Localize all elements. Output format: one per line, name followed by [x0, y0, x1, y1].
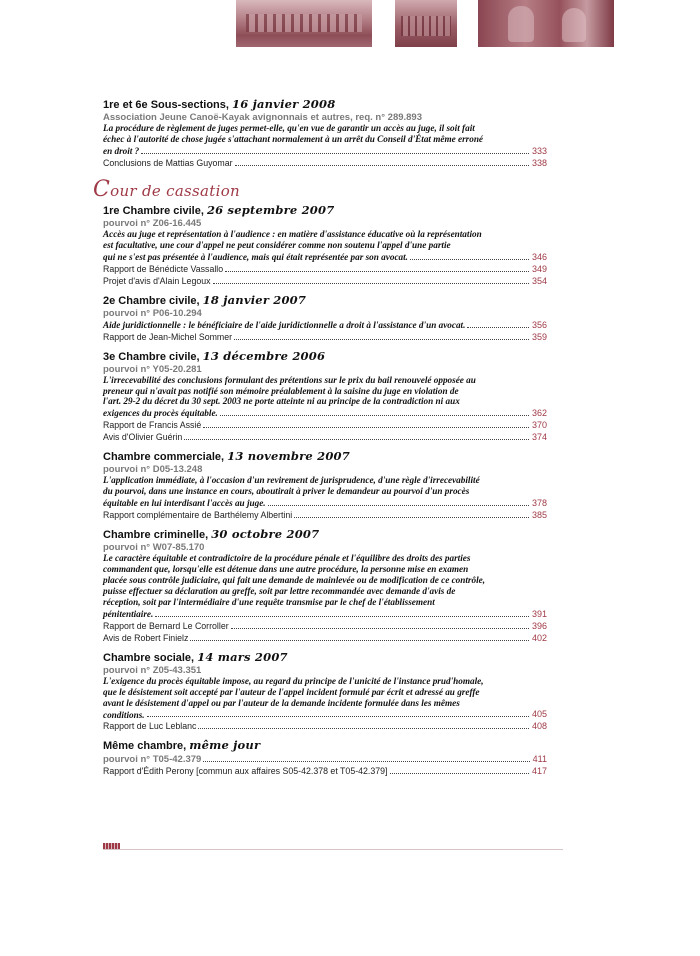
- footer-divider: [103, 849, 563, 850]
- chamber-name: Même chambre,: [103, 740, 190, 753]
- entry-label: Rapport de Francis Assié: [103, 420, 202, 431]
- toc-entry[interactable]: [103, 331, 547, 343]
- toc-entry[interactable]: [103, 632, 547, 644]
- decision-date: 13 novembre 2007: [227, 449, 350, 464]
- header-images: [236, 0, 616, 47]
- summary-line: du pourvoi, dans une instance en cours, aboutirait à priver le demandeur au pourvoi d'un procès: [103, 486, 470, 497]
- page-number: 346: [531, 251, 547, 262]
- summary-line: réception, soit par l'intermédiaire d'une requête transmise par le chef de l'établissement: [103, 596, 435, 607]
- summary-line: que le désistement soit accepté par l'auteur de l'appel incident formulé par écrit et adressé au greffe: [103, 686, 480, 697]
- dot-leader: [190, 640, 529, 641]
- toc-entry[interactable]: [103, 753, 547, 765]
- chamber-heading: [103, 739, 547, 753]
- decision-date: 16 janvier 2008: [232, 97, 336, 111]
- chamber-name: Chambre sociale,: [103, 651, 198, 664]
- case-reference: pourvoi n° Z05-43.351: [103, 664, 202, 676]
- dot-leader: [390, 773, 529, 774]
- decision-date: 14 mars 2007: [197, 649, 288, 664]
- summary-line: équitable en lui interdisant l'accès au juge.: [103, 498, 266, 509]
- dot-leader: [198, 728, 529, 729]
- page-number: 411: [532, 754, 547, 765]
- case-reference: pourvoi n° D05-13.248: [103, 464, 203, 476]
- chamber-heading: [103, 528, 547, 542]
- entry-label: Rapport d'Édith Perony [commun aux affaires S05-42.378 et T05-42.379]: [103, 766, 388, 777]
- dot-leader: [294, 517, 529, 518]
- toc-entry[interactable]: [103, 157, 547, 169]
- toc-entry[interactable]: [103, 263, 547, 275]
- dot-leader: [234, 339, 529, 340]
- case-reference: pourvoi n° W07-85.170: [103, 542, 205, 554]
- summary-line: qui ne s'est pas présentée à l'audience, mais qui était représentée par son avocat.: [103, 251, 408, 262]
- dot-leader: [231, 628, 529, 629]
- court-title-initial: C: [93, 176, 111, 202]
- toc-entry[interactable]: [103, 720, 547, 732]
- page-number: 402: [531, 632, 547, 643]
- dot-leader: [213, 283, 529, 284]
- entry-label: Rapport de Bernard Le Corroller: [103, 620, 229, 631]
- dot-leader: [184, 439, 529, 440]
- busts-image: [478, 0, 614, 47]
- decision-date: 13 décembre 2006: [202, 348, 326, 363]
- toc-section: [103, 528, 547, 644]
- toc-section: [103, 204, 547, 287]
- chamber-heading: [103, 294, 547, 308]
- summary-line: exigences du procès équitable.: [103, 408, 218, 419]
- page-number: 356: [531, 319, 547, 330]
- toc-entry[interactable]: [103, 431, 547, 443]
- page-number: 408: [531, 721, 547, 732]
- page-number: 385: [531, 510, 547, 521]
- case-reference: pourvoi n° P06-10.294: [103, 307, 202, 319]
- summary-line: avant le désistement d'appel ou par l'auteur de la demande incidente formulée dans les mêmes: [103, 697, 460, 708]
- summary-line: commandent que, lorsqu'elle est détenue dans une autre procédure, la personne mise en examen: [103, 564, 469, 575]
- page-number: 417: [531, 766, 547, 777]
- entry-label: Rapport complémentaire de Barthélemy Albertini: [103, 510, 293, 521]
- dot-leader: [410, 259, 529, 260]
- summary-line: puisse effectuer sa déclaration au greffe, soit par lettre recommandée avec demande d'avis de: [103, 585, 456, 596]
- toc-section: [103, 98, 547, 169]
- page-number: 374: [531, 432, 547, 443]
- entry-label: Projet d'avis d'Alain Legoux: [103, 275, 211, 286]
- page-number: 405: [531, 709, 547, 720]
- dot-leader: [203, 761, 529, 762]
- summary-line: est facultative, une cour d'appel ne peut considérer comme non soutenu l'appel d'une partie: [103, 239, 451, 250]
- chamber-name: 3e Chambre civile,: [103, 350, 203, 363]
- summary-line: échec à l'autorité de chose jugée s'attachant normalement à un arrêt du Conseil d'État même erroné: [103, 133, 484, 144]
- chamber-heading: [103, 450, 547, 464]
- summary-line: Accès au juge et représentation à l'audience : en matière d'assistance éducative où la représentation: [103, 228, 482, 239]
- entry-label: Rapport de Jean-Michel Sommer: [103, 331, 233, 342]
- toc-entry[interactable]: [103, 765, 547, 777]
- dot-leader: [203, 427, 529, 428]
- page-number: 354: [531, 275, 547, 286]
- dot-leader: [268, 505, 529, 506]
- dot-leader: [467, 327, 529, 328]
- page-number: 370: [531, 420, 547, 431]
- decision-date: 26 septembre 2007: [206, 202, 335, 217]
- toc-entry[interactable]: [103, 275, 547, 287]
- toc-entry[interactable]: [103, 419, 547, 431]
- chamber-name: Chambre criminelle,: [103, 529, 212, 542]
- summary-line: pénitentiaire.: [103, 608, 154, 619]
- dot-leader: [141, 153, 529, 154]
- court-title-rest: our de cassation: [110, 181, 241, 200]
- court-title: [93, 177, 547, 202]
- page-number: 362: [531, 408, 547, 419]
- case-reference: pourvoi n° Z06-16.445: [103, 217, 202, 229]
- toc-entry[interactable]: [103, 145, 547, 157]
- case-reference: pourvoi n° Y05-20.281: [103, 363, 202, 375]
- toc-entry[interactable]: [103, 708, 547, 720]
- chamber-heading: [103, 350, 547, 364]
- summary-line: preneur qui n'avait pas notifié son mémoire préalablement à la saisine du juge en violation de: [103, 385, 459, 396]
- entry-label: Avis d'Olivier Guérin: [103, 432, 183, 443]
- toc-entry[interactable]: [103, 509, 547, 521]
- summary-line: l'art. 29-2 du décret du 30 sept. 2003 ne porte atteinte ni au principe de la contradiction ni aux: [103, 396, 460, 407]
- page-number: 396: [531, 620, 547, 631]
- entry-label: Rapport de Bénédicte Vassallo: [103, 263, 224, 274]
- chamber-name: 2e Chambre civile,: [103, 294, 203, 307]
- case-reference: pourvoi n° T05-42.379: [103, 754, 202, 766]
- decision-date: 18 janvier 2007: [202, 292, 307, 307]
- toc-section: [103, 651, 547, 733]
- entry-label: Avis de Robert Finielz: [103, 632, 189, 643]
- chamber-name: 1re Chambre civile,: [103, 204, 207, 217]
- entry-label: Rapport de Luc Leblanc: [103, 721, 197, 732]
- page-number: 349: [531, 263, 547, 274]
- summary-line: Le caractère équitable et contradictoire de la procédure pénale et l'équilibre des droits des parties: [103, 553, 471, 564]
- dot-leader: [235, 165, 529, 166]
- summary-line: en droit ?: [103, 145, 140, 156]
- page-number: 378: [531, 498, 547, 509]
- page-number: 333: [531, 145, 547, 156]
- chamber-heading: [103, 651, 547, 665]
- table-of-contents: [93, 97, 547, 780]
- page-number: 391: [531, 608, 547, 619]
- toc-entry[interactable]: [103, 251, 547, 263]
- dot-leader: [220, 415, 529, 416]
- chamber-heading: [103, 204, 547, 218]
- summary-line: placée sous contrôle judiciaire, qui fait une demande de mainlevée ou de modification de ce contrôle,: [103, 574, 486, 585]
- toc-section: [103, 294, 547, 343]
- toc-section: [103, 450, 547, 521]
- summary-line: L'irrecevabilité des conclusions formulant des prétentions sur le prix du bail renouvelé opposée au: [103, 374, 476, 385]
- summary-line: Aide juridictionnelle : le bénéficiaire de l'aide juridictionnelle a droit à l'assistance d'un avocat.: [103, 319, 466, 330]
- chamber-name: Chambre commerciale,: [103, 451, 228, 464]
- toc-entry[interactable]: [103, 608, 547, 620]
- toc-section: [103, 739, 547, 777]
- dot-leader: [147, 716, 529, 717]
- decision-date: 30 octobre 2007: [211, 527, 320, 542]
- toc-entry[interactable]: [103, 620, 547, 632]
- summary-line: La procédure de règlement de juges permet-elle, qu'en vue de garantir un accès au juge, il soit fait: [103, 123, 475, 133]
- summary-line: L'application immédiate, à l'occasion d'un revirement de jurisprudence, d'une règle d'irrecevabilité: [103, 475, 480, 486]
- toc-entry[interactable]: [103, 407, 547, 419]
- summary-line: L'exigence du procès équitable impose, au regard du principe de l'unicité de l'instance prud'homale,: [103, 675, 484, 686]
- toc-entry[interactable]: [103, 319, 547, 331]
- dot-leader: [225, 271, 529, 272]
- toc-section: [103, 350, 547, 444]
- page-number: 338: [531, 157, 547, 168]
- case-reference: Association Jeune Canoë-Kayak avignonnais et autres, req. n° 289.893: [103, 112, 423, 123]
- toc-entry[interactable]: [103, 497, 547, 509]
- chamber-heading: [103, 98, 547, 112]
- dot-leader: [155, 616, 529, 617]
- summary-line: conditions.: [103, 709, 145, 720]
- entry-label: Conclusions de Mattias Guyomar: [103, 157, 233, 168]
- palace-facade-image: [236, 0, 372, 47]
- page-number: 359: [531, 331, 547, 342]
- chamber-name: 1re et 6e Sous-sections,: [103, 99, 232, 111]
- palace-courtyard-image: [395, 0, 457, 47]
- decision-date: même jour: [189, 738, 261, 753]
